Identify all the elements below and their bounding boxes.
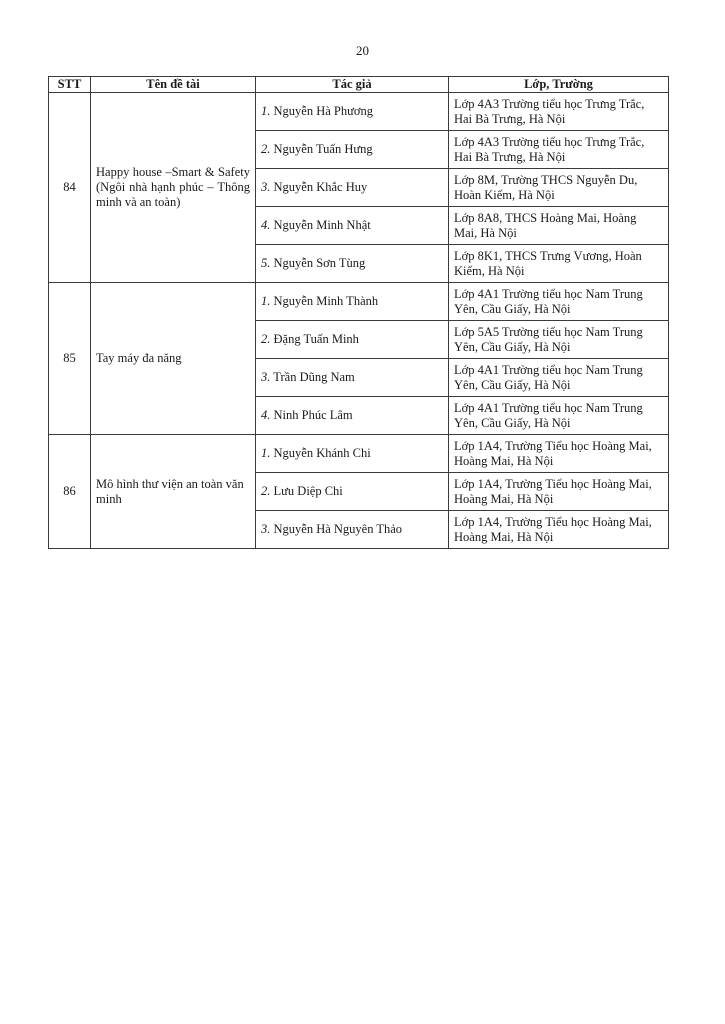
school-line: Hoàng Mai, Hà Nội [454,491,554,506]
author-cell [256,283,449,321]
school-line: Kiếm, Hà Nội [454,263,525,278]
school-line: Hoàng Mai, Hà Nội [454,453,554,468]
author-cell [256,321,449,359]
school-line: Lớp 1A4, Trường Tiểu học Hoàng Mai, [454,476,652,491]
author-cell [256,169,449,207]
table-body [49,93,669,549]
school-line: Lớp 4A1 Trường tiểu học Nam Trung [454,286,643,301]
table-row [49,435,669,473]
author-cell [256,131,449,169]
author-cell [256,473,449,511]
school-line: Lớp 5A5 Trường tiểu học Nam Trung [454,324,643,339]
school-cell [449,359,669,397]
author-index: 3. [261,180,271,194]
header-school: Lớp, Trường [449,77,669,93]
author-index: 3. [261,370,271,384]
author-index: 1. [261,294,271,308]
school-line: Lớp 1A4, Trường Tiểu học Hoàng Mai, [454,438,652,453]
author-name: Nguyễn Khắc Huy [273,180,368,194]
school-line: Lớp 8K1, THCS Trưng Vương, Hoàn [454,248,642,263]
author-cell [256,359,449,397]
school-line: Lớp 8M, Trường THCS Nguyễn Du, [454,172,638,187]
author-index: 4. [261,408,271,422]
table-row [49,93,669,131]
author-index: 4. [261,218,271,232]
stt-cell: 85 [49,283,91,435]
school-cell [449,435,669,473]
school-cell [449,283,669,321]
author-index: 5. [261,256,271,270]
school-cell [449,93,669,131]
school-line: Lớp 4A1 Trường tiểu học Nam Trung [454,362,643,377]
author-name: Nguyễn Sơn Tùng [273,256,366,270]
topic-cell: Mô hình thư viện an toàn văn minh [91,435,256,549]
author-cell [256,93,449,131]
school-line: Lớp 8A8, THCS Hoàng Mai, Hoàng [454,210,637,225]
author-cell [256,435,449,473]
school-cell [449,245,669,283]
stt-cell: 86 [49,435,91,549]
school-line: Lớp 1A4, Trường Tiểu học Hoàng Mai, [454,514,652,529]
author-name: Ninh Phúc Lâm [273,408,353,422]
school-line: Hoàn Kiếm, Hà Nội [454,187,555,202]
school-line: Yên, Cầu Giấy, Hà Nội [454,301,571,316]
school-line: Lớp 4A1 Trường tiểu học Nam Trung [454,400,643,415]
author-name: Lưu Diệp Chi [273,484,343,498]
school-line: Yên, Cầu Giấy, Hà Nội [454,339,571,354]
school-cell [449,207,669,245]
author-name: Đặng Tuấn Minh [273,332,359,346]
award-table [48,76,669,549]
school-line: Lớp 4A3 Trường tiểu học Trưng Trắc, [454,96,645,111]
header-topic: Tên đề tài [91,77,256,93]
school-line: Mai, Hà Nội [454,225,517,240]
page-number: 20 [356,43,369,58]
stt-cell: 84 [49,93,91,283]
author-index: 2. [261,142,271,156]
school-line: Yên, Cầu Giấy, Hà Nội [454,415,571,430]
author-index: 3. [261,522,271,536]
author-index: 2. [261,484,271,498]
author-cell [256,511,449,549]
header-author: Tác giả [256,77,449,93]
author-name: Trần Dũng Nam [273,370,355,384]
school-line: Yên, Cầu Giấy, Hà Nội [454,377,571,392]
school-cell [449,511,669,549]
author-name: Nguyễn Tuấn Hưng [273,142,373,156]
school-line: Hai Bà Trưng, Hà Nội [454,111,566,126]
author-index: 1. [261,446,271,460]
table-row [49,283,669,321]
author-name: Nguyễn Khánh Chi [273,446,371,460]
topic-cell: Tay máy đa năng [91,283,256,435]
school-cell [449,321,669,359]
author-cell [256,207,449,245]
school-cell [449,131,669,169]
table-header-row [49,77,669,93]
school-line: Hai Bà Trưng, Hà Nội [454,149,566,164]
author-name: Nguyễn Hà Phương [273,104,373,118]
topic-cell: Happy house –Smart & Safety (Ngôi nhà hạnh phúc – Thông minh và an toàn) [91,93,256,283]
school-cell [449,169,669,207]
school-line: Lớp 4A3 Trường tiểu học Trưng Trắc, [454,134,645,149]
author-name: Nguyễn Minh Thành [273,294,379,308]
author-index: 2. [261,332,271,346]
school-cell [449,473,669,511]
author-name: Nguyễn Hà Nguyên Thảo [273,522,403,536]
author-cell [256,245,449,283]
school-line: Hoàng Mai, Hà Nội [454,529,554,544]
author-index: 1. [261,104,271,118]
header-stt: STT [49,77,91,93]
school-cell [449,397,669,435]
author-name: Nguyễn Minh Nhật [273,218,371,232]
author-cell [256,397,449,435]
